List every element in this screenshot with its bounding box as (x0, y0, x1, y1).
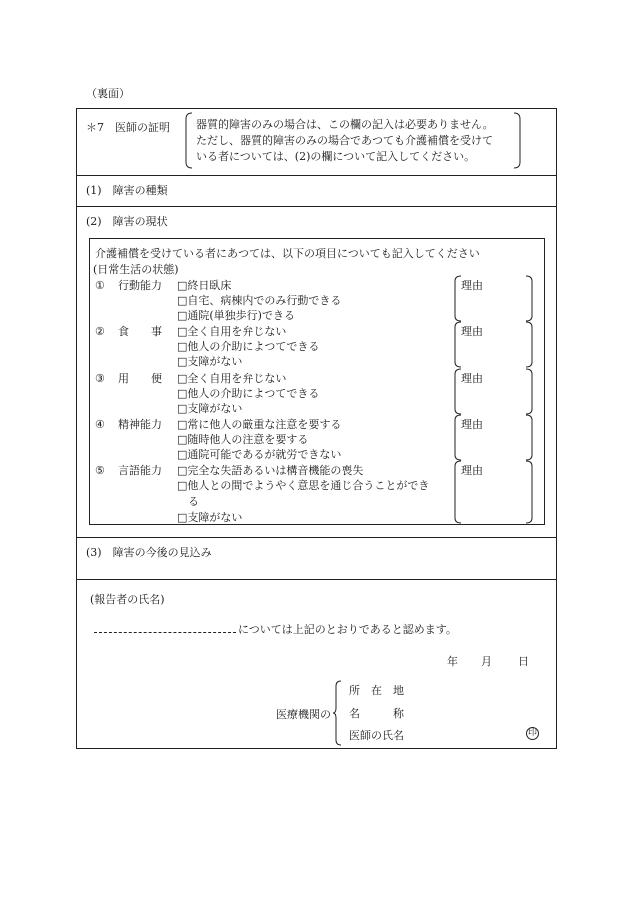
doctor-cert-note-line-2: ただし、器質的障害のみの場合であつても介護補償を受けて (196, 134, 493, 147)
option: □支障がない (177, 402, 243, 415)
option: □終日臥床 (177, 279, 232, 292)
option: □他人の介助によつてできる (177, 387, 320, 400)
institution-brace (333, 681, 342, 745)
option: □全く自用を弁じない (177, 325, 287, 338)
doctor-cert-note-line-1: 器質的障害のみの場合は、この欄の記入は必要ありません。 (196, 118, 494, 131)
note-close-bracket (514, 113, 522, 168)
option: □全く自用を弁じない (177, 372, 287, 385)
doctor-cert-note-line-3: いる者については、(2)の欄について記入してください。 (196, 150, 476, 163)
reporter-label: (報告者の氏名) (90, 593, 165, 606)
field-doctor-name: 医師の氏名 (349, 729, 404, 742)
item-label: 精神能力 (118, 418, 162, 431)
reporter-name-line (94, 632, 236, 633)
field-address: 所 在 地 (349, 684, 404, 697)
divider (76, 175, 557, 176)
divider (76, 579, 557, 580)
seal-mark: 印 (527, 728, 537, 738)
reason-label: 理由 (461, 464, 483, 477)
item-label: 食 事 (118, 325, 162, 338)
option: □通院(単独歩行)できる (177, 309, 295, 322)
item-label: 行動能力 (118, 279, 162, 292)
doctor-cert-heading: ＊7 医師の証明 (86, 121, 170, 134)
reverse-side-label: （裏面） (86, 87, 130, 100)
option: □常に他人の厳重な注意を要する (177, 418, 342, 431)
section2-heading: (2) 障害の現状 (86, 215, 168, 228)
section3-heading: (3) 障害の今後の見込み (86, 546, 212, 559)
date-day: 日 (518, 655, 529, 668)
reason-close-bracket (526, 415, 534, 460)
reason-close-bracket (526, 369, 534, 414)
section1-heading: (1) 障害の種類 (86, 184, 168, 197)
date-month: 月 (481, 655, 492, 668)
reason-label: 理由 (461, 372, 483, 385)
item-label: 言語能力 (118, 464, 162, 477)
item-number: ⑤ (95, 464, 105, 477)
option-continuation: る (188, 495, 199, 508)
option: □自宅、病棟内でのみ行動できる (177, 294, 342, 307)
option: □支障がない (177, 355, 243, 368)
option: □他人の介助によつてできる (177, 340, 320, 353)
reason-label: 理由 (461, 279, 483, 292)
item-label: 用 便 (118, 372, 162, 385)
reason-close-bracket (526, 276, 534, 321)
institution-label: 医療機関の (276, 708, 331, 721)
field-name: 名 称 (349, 707, 404, 720)
option: □支障がない (177, 511, 243, 524)
item-number: ④ (95, 418, 105, 431)
note-open-bracket (185, 113, 193, 168)
item-number: ① (95, 279, 105, 292)
section2-intro: 介護補償を受けている者にあつては、以下の項目についても記入してください (95, 247, 480, 260)
option: □他人との間でようやく意思を通じ合うことができ (177, 479, 430, 492)
reason-close-bracket (526, 322, 534, 367)
option: □完全な失語あるいは構音機能の喪失 (177, 464, 364, 477)
item-number: ② (95, 325, 105, 338)
reason-label: 理由 (461, 325, 483, 338)
option: □随時他人の注意を要する (177, 433, 309, 446)
daily-life-subheading: (日常生活の状態) (93, 263, 179, 276)
item-number: ③ (95, 372, 105, 385)
reporter-statement: については上記のとおりであると認めます。 (238, 623, 457, 636)
reason-label: 理由 (461, 418, 483, 431)
divider (76, 206, 557, 207)
option: □通院可能であるが就労できない (177, 448, 342, 461)
reason-close-bracket (526, 461, 534, 523)
divider (76, 537, 557, 538)
date-year: 年 (447, 655, 458, 668)
